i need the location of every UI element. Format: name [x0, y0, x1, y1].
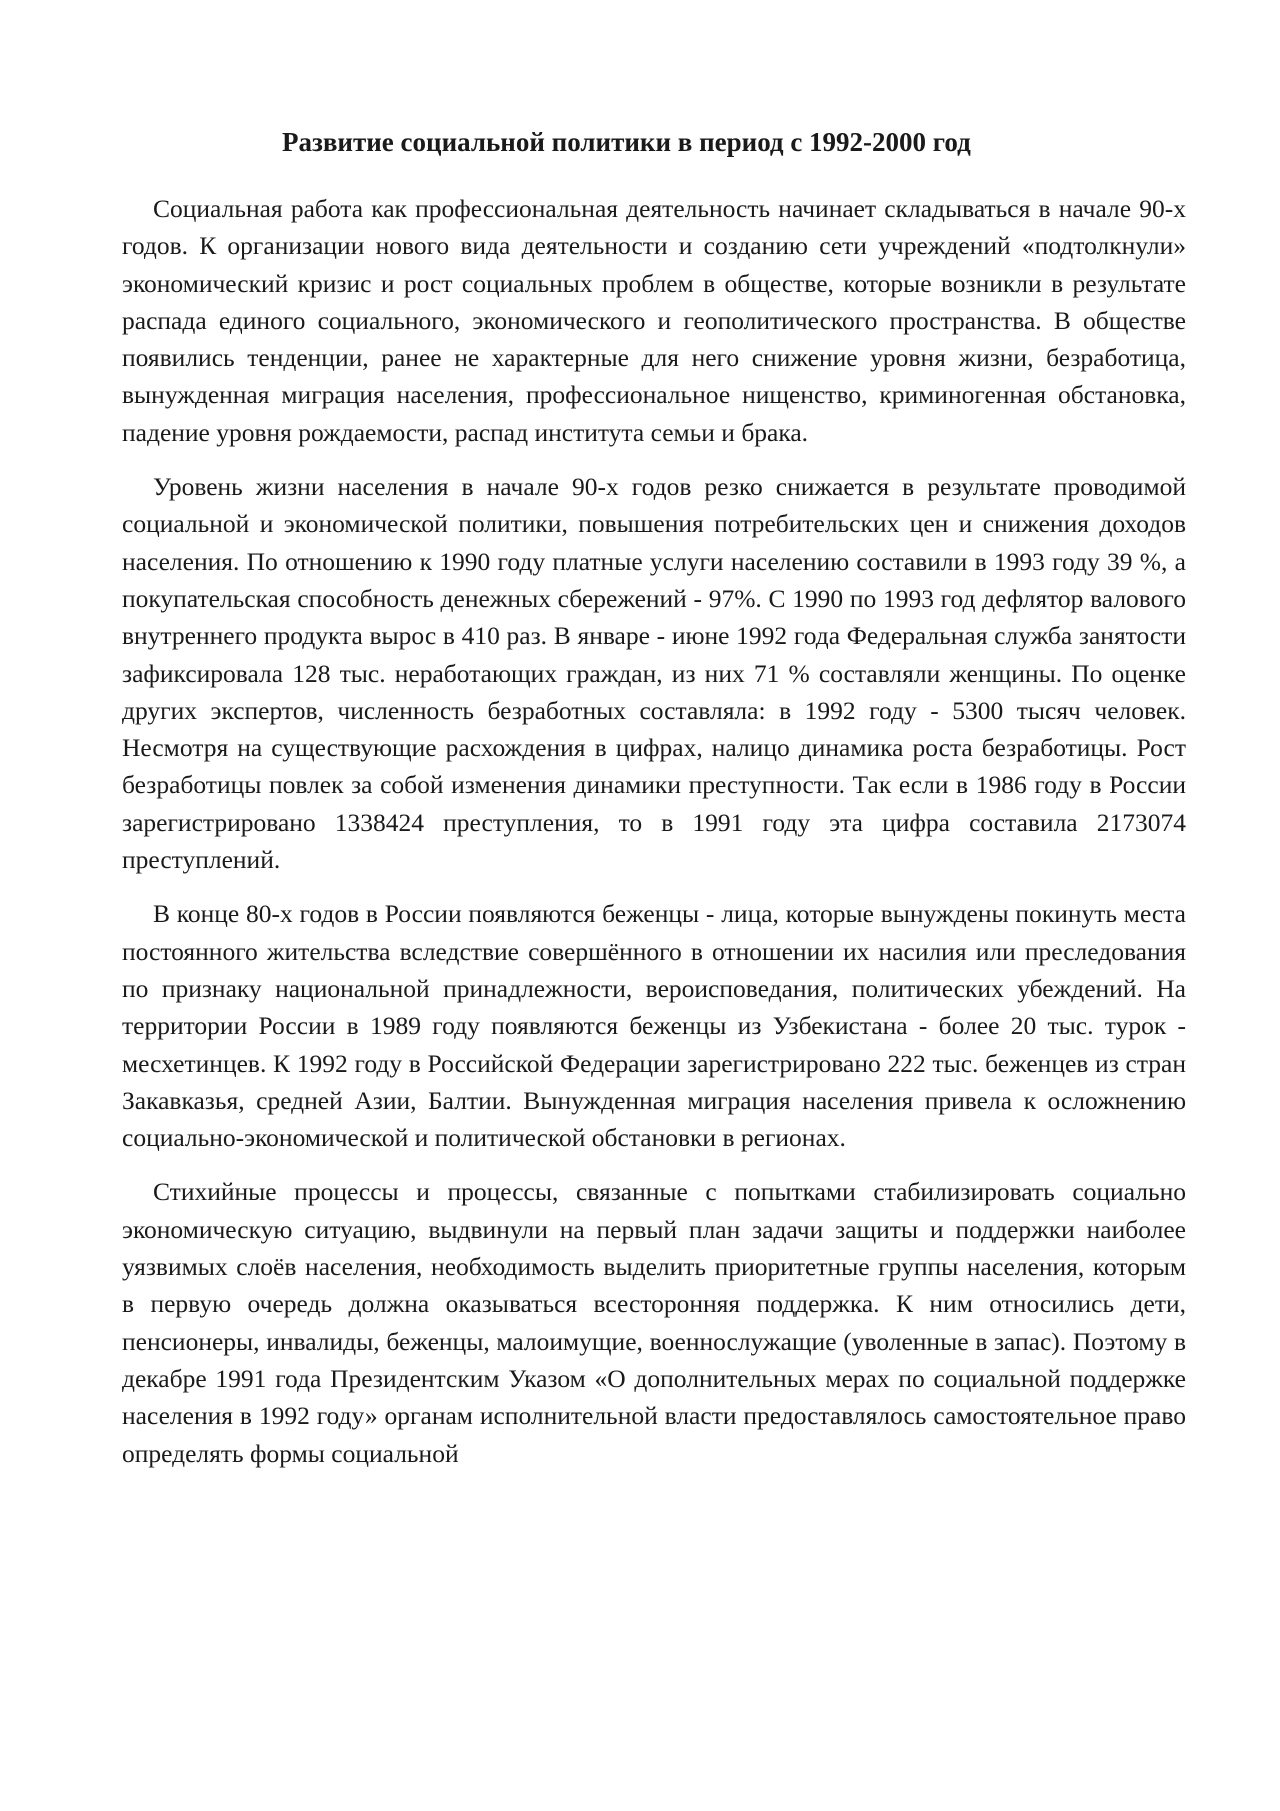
document-body — [122, 190, 1186, 1489]
paragraph-living-standards: Уровень жизни населения в начале 90-х годов резко снижается в результате проводимой социальной и экономической политики, повышения потребительских цен и снижения доходов населения. По отношению к 1990 году платные услуги населению составили в 1993 году 39 %, а покупательская способность денежных сбережений - 97%. С 1990 по 1993 год дефлятор валового внутреннего продукта вырос в 410 раз. В январе - июне 1992 года Федеральная служба занятости зафиксировала 128 тыс. неработающих граждан, из них 71 % составляли женщины. По оценке других экспертов, численность безработных составляла: в 1992 году - 5300 тысяч человек. Несмотря на существующие расхождения в цифрах, налицо динамика роста безработицы. Рост безработицы повлек за собой изменения динамики преступности. Так если в 1986 году в России зарегистрировано 1338424 преступления, то в 1991 году эта цифра составила 2173074 преступлений. — [122, 472, 1186, 875]
paragraph-refugees: В конце 80-х годов в России появляются беженцы - лица, которые вынуждены покинуть места постоянного жительства вследствие совершённого в отношении их насилия или преследования по признаку национальной принадлежности, вероисповедания, политических убеждений. На территории России в 1989 году появляются беженцы из Узбекистана - более 20 тыс. турок - месхетинцев. К 1992 году в Российской Федерации зарегистрировано 222 тыс. беженцев из стран Закавказья, средней Азии, Балтии. Вынужденная миграция населения привела к осложнению социально-экономической и политической обстановки в регионах. — [122, 899, 1186, 1153]
paragraph-social-support: Стихийные процессы и процессы, связанные с попытками стабилизировать социально экономическую ситуацию, выдвинули на первый план задачи защиты и поддержки наиболее уязвимых слоёв населения, необходимость выделить приоритетные группы населения, которым в первую очередь должна оказываться всесторонняя поддержка. К ним относились дети, пенсионеры, инвалиды, беженцы, малоимущие, военнослужащие (уволенные в запас). Поэтому в декабре 1991 года Президентским Указом «О дополнительных мерах по социальной поддержке населения в 1992 году» органам исполнительной власти предоставлялось самостоятельное право определять формы социальной — [122, 1177, 1186, 1468]
paragraph-social-work-origins: Социальная работа как профессиональная деятельность начинает складываться в начале 90-х годов. К организации нового вида деятельности и созданию сети учреждений «подтолкнули» экономический кризис и рост социальных проблем в обществе, которые возникли в результате распада единого социального, экономического и геополитического пространства. В обществе появились тенденции, ранее не характерные для него снижение уровня жизни, безработица, вынужденная миграция населения, профессиональное нищенство, криминогенная обстановка, падение уровня рождаемости, распад института семьи и брака. — [122, 194, 1186, 447]
document-title: Развитие социальной политики в период с 1992-2000 год — [282, 127, 971, 157]
